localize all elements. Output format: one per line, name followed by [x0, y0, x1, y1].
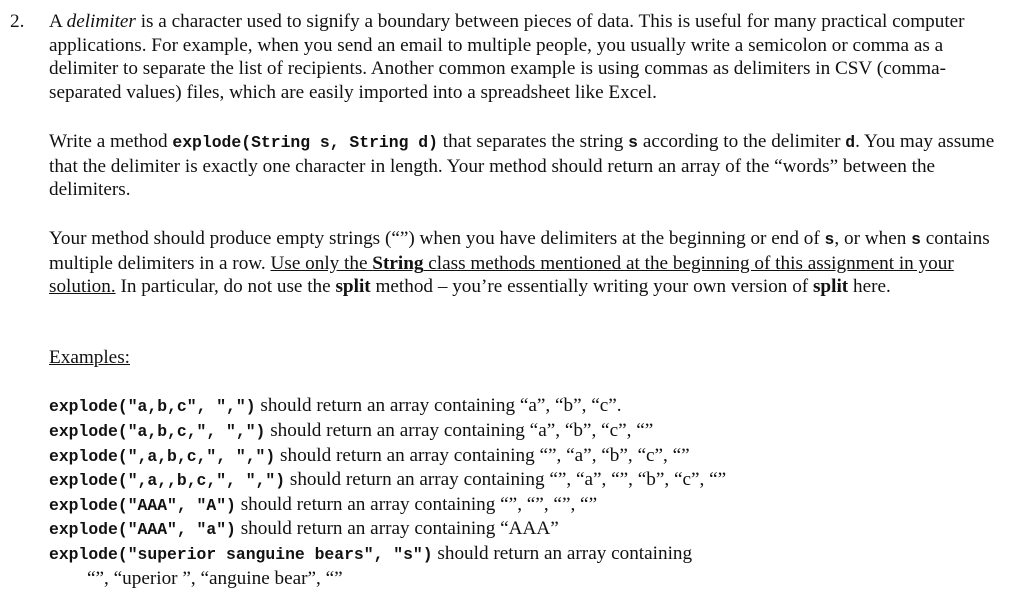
example-line — [49, 517, 559, 542]
code-s: s — [911, 230, 921, 249]
requirement-text-b: class methods mentioned at the beginning of this assignment in your solution. — [49, 252, 954, 298]
code-s: s — [628, 133, 639, 152]
example-result: should return an array containing “”, “a”, “b”, “c”, “” — [275, 445, 690, 466]
method-signature: explode(String s, String d) — [172, 133, 438, 152]
p1-text-a: A — [49, 11, 67, 32]
p2-text-e: . You may assume that the delimiter is exactly one character in length. Your method should return an array of the “words” between the delimiters. — [49, 131, 995, 201]
method-paragraph — [49, 130, 1009, 202]
example-result: should return an array containing — [432, 543, 693, 564]
delimiter-term: delimiter — [66, 11, 136, 32]
example-code: explode("a,b,c", ",") — [49, 397, 256, 416]
example-line — [49, 419, 653, 444]
p3-text-a: Your method should produce empty strings (“”) when you have delimiters at the beginning or end of — [49, 228, 825, 249]
example-code: explode("AAA", "A") — [49, 496, 236, 515]
example-code: explode(",a,b,c,", ",") — [49, 447, 276, 466]
rules-paragraph — [49, 227, 1009, 299]
p1-text-b: is a character used to signify a boundary between pieces of data. This is useful for many practical computer applications. For example, when you send an email to multiple people, you usually write a semicolon or comma as a delimiter to separate the list of recipients. Another common example is using commas as delimiters in CSV (comma-separated values) files, which are easily imported into a spreadsheet like Excel. — [49, 11, 965, 104]
example-line — [49, 468, 726, 493]
p2-text-a: Write a method — [49, 131, 173, 152]
example-code: explode("AAA", "a") — [49, 520, 236, 539]
string-class-name: String — [372, 252, 424, 274]
example-code: explode("a,b,c,", ",") — [49, 422, 266, 441]
example-result: should return an array containing “AAA” — [235, 518, 559, 539]
p2-text-b: that separates the string — [437, 131, 629, 152]
example-continuation: “”, “uperior ”, “anguine bear”, “” — [87, 568, 343, 589]
code-s: s — [824, 230, 835, 249]
examples-heading: Examples: — [49, 347, 130, 368]
p3-text-d: In particular, do not use the — [115, 276, 336, 298]
example-code: explode("superior sanguine bears", "s") — [49, 545, 433, 564]
code-d: d — [845, 133, 856, 152]
example-result: should return an array containing “a”, “b”, “c”. — [255, 395, 622, 416]
example-line — [49, 394, 622, 419]
p3-text-b: , or when — [834, 228, 912, 249]
example-result: should return an array containing “”, “a”, “”, “b”, “c”, “” — [285, 469, 727, 490]
problem-number: 2. — [10, 11, 25, 32]
split-method-name: split — [335, 276, 371, 298]
example-line — [49, 444, 690, 469]
requirement-text-a: Use only the — [270, 252, 373, 274]
intro-paragraph — [49, 10, 1009, 105]
p3-text-c: contains multiple delimiters in a row. — [49, 228, 990, 274]
p3-text-e: method – you’re essentially writing your own version of — [370, 276, 813, 298]
example-line — [49, 542, 692, 567]
example-result: should return an array containing “”, “”, “”, “” — [235, 494, 598, 515]
example-line — [49, 493, 597, 518]
p2-text-c: according to the delimiter — [638, 131, 846, 152]
example-result: should return an array containing “a”, “b”, “c”, “” — [265, 420, 654, 441]
p3-text-f: here. — [848, 276, 891, 298]
example-code: explode(",a,,b,c,", ",") — [49, 471, 286, 490]
split-method-name: split — [812, 276, 849, 298]
